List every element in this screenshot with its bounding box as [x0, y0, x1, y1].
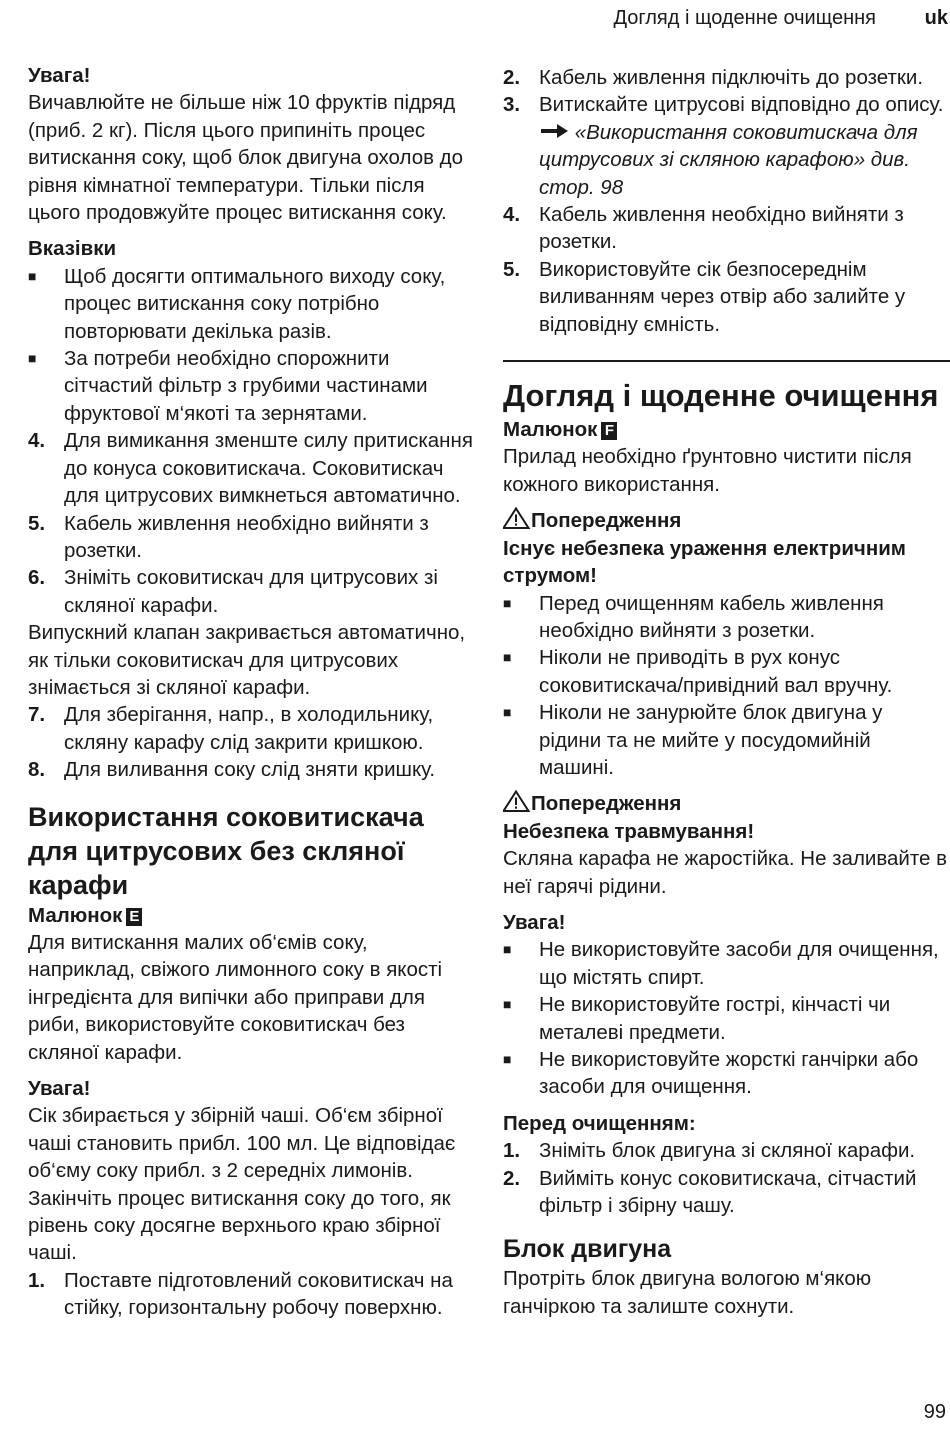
step-text: Для вимикання зменште силу притискання до конуса соковитискача. Соковитискач для цитрусових вимкнеться автоматично. — [64, 429, 473, 508]
note-label: Увага! — [28, 1077, 91, 1100]
step-number: 5. — [28, 511, 46, 535]
note-label: Увага! — [28, 64, 91, 87]
list-item — [503, 936, 950, 991]
left-column — [28, 62, 478, 1322]
step-item — [503, 64, 950, 91]
step-text: Зніміть блок двигуна зі скляної карафи. — [539, 1139, 916, 1163]
note-label: Увага! — [503, 910, 566, 934]
section-text: Для витискання малих об‘ємів соку, наприклад, свіжого лимонного соку в якості інгредієнта для випічки або приправи для риби, використовуйте соковитискач без скляної карафи. — [28, 930, 443, 1064]
list-item — [28, 345, 478, 427]
step-item — [28, 564, 478, 619]
step-text: Вийміть конус соковитискача, сітчастий фільтр і збірну чашу. — [539, 1166, 917, 1218]
figure-letter-badge: E — [126, 908, 142, 926]
square-bullet-icon: ■ — [503, 1051, 512, 1067]
step-text: Зніміть соковитискач для цитрусових зі скляної карафи. — [64, 566, 438, 617]
figure-reference — [28, 902, 478, 929]
square-bullet-icon: ■ — [28, 350, 37, 367]
step-number: 6. — [28, 566, 46, 590]
right-column — [503, 64, 950, 1320]
figure-label: Малюнок — [503, 418, 598, 442]
page-header — [0, 5, 950, 31]
square-bullet-icon: ■ — [503, 996, 512, 1013]
cross-reference-link[interactable]: «Використання соковитискача для цитрусових зі скляною карафою» див. стор. 98 — [539, 120, 918, 199]
intro-text: Прилад необхідно ґрунтовно чистити після кожного використання. — [503, 445, 912, 496]
header-title: Догляд і щоденне очищення — [613, 7, 876, 29]
list-item — [28, 263, 478, 345]
list-item — [503, 991, 950, 1046]
arrow-right-icon — [539, 124, 569, 138]
list-item-text: Щоб досягти оптимального виходу соку, процес витискання соку потрібно повторювати декілька разів. — [64, 264, 446, 343]
list-item — [503, 1046, 950, 1101]
step-text: Кабель живлення підключіть до розетки. — [539, 66, 924, 89]
main-heading: Догляд і щоденне очищення — [503, 378, 939, 414]
step-number: 5. — [503, 257, 521, 281]
list-item — [503, 699, 950, 781]
list-item-text: За потреби необхідно спорожнити сітчастий фільтр з грубими частинами фруктової м‘якоті та зернятами. — [64, 347, 428, 425]
figure-letter-badge: F — [601, 422, 617, 440]
section-divider — [503, 360, 950, 362]
step-item — [503, 201, 950, 256]
figure-reference — [503, 416, 950, 443]
step-item — [503, 256, 950, 338]
warning-label — [503, 507, 950, 534]
step-number: 2. — [503, 66, 521, 89]
subsection-heading: Блок двигуна — [503, 1235, 672, 1264]
hints-label: Вказівки — [28, 237, 117, 261]
warning-triangle-icon — [503, 507, 531, 529]
step-item — [28, 701, 478, 756]
step-number: 3. — [503, 93, 521, 117]
section-heading: Використання соковитискача для цитрусових без скляної карафи — [28, 801, 424, 900]
warning-triangle-icon — [503, 790, 531, 812]
before-cleaning-label: Перед очищенням: — [503, 1111, 696, 1135]
warning-subtitle: Небезпека травмування! — [503, 819, 755, 843]
square-bullet-icon: ■ — [503, 941, 512, 958]
step-number: 1. — [28, 1268, 46, 1292]
step-number: 8. — [28, 758, 46, 782]
square-bullet-icon: ■ — [28, 267, 37, 284]
step-text: Використовуйте сік безпосереднім виливанням через отвір або залийте у відповідну ємність. — [539, 257, 906, 336]
list-item-text: Перед очищенням кабель живлення необхідно вийняти з розетки. — [539, 591, 884, 642]
step-text: Кабель живлення необхідно вийняти з розетки. — [539, 203, 904, 254]
step-item — [28, 510, 478, 565]
language-code: uk — [924, 7, 948, 29]
warning-text: Скляна карафа не жаростійка. Не заливайте в неї гарячі рідини. — [503, 847, 948, 898]
step-number: 7. — [28, 703, 46, 727]
step-item — [503, 1137, 950, 1164]
step-item — [28, 756, 478, 783]
warning-label-text: Попередження — [531, 792, 682, 816]
square-bullet-icon: ■ — [503, 594, 512, 611]
step-item — [503, 91, 950, 201]
note-text: Вичавлюйте не більше ніж 10 фруктів підряд (приб. 2 кг). Після цього припиніть процес витискання соку, щоб блок двигуна охолов до рівня кімнатної температури. Тільки після цього продовжуйте процес витискання соку. — [28, 91, 464, 225]
step-text: Поставте підготовлений соковитискач на стійку, горизонтальну робочу поверхню. — [64, 1268, 453, 1320]
step-number: 4. — [28, 429, 46, 453]
step-number: 1. — [503, 1139, 521, 1163]
step-text: Для зберігання, напр., в холодильнику, скляну карафу слід закрити кришкою. — [64, 703, 434, 754]
list-item-text: Ніколи не приводіть в рух конус соковитискача/привідний вал вручну. — [539, 646, 893, 697]
warning-label-text: Попередження — [531, 509, 682, 533]
step-item — [503, 1165, 950, 1220]
warning-label — [503, 790, 950, 817]
page-number: 99 — [923, 1401, 946, 1423]
step-text: Витискайте цитрусові відповідно до опису. — [539, 93, 944, 117]
warning-subtitle: Існує небезпека ураження електричним струмом! — [503, 536, 906, 588]
step-item — [28, 427, 478, 509]
list-item-text: Ніколи не занурюйте блок двигуна у рідини та не мийте у посудомийній машині. — [539, 701, 883, 779]
figure-label: Малюнок — [28, 903, 123, 927]
step-item — [28, 1267, 478, 1322]
step-number: 4. — [503, 203, 521, 227]
motor-text: Протріть блок двигуна вологою м‘якою ганчіркою та залиште сохнути. — [503, 1267, 872, 1318]
step-text: Кабель живлення необхідно вийняти з розетки. — [64, 511, 429, 562]
square-bullet-icon: ■ — [503, 704, 512, 721]
list-item — [503, 644, 950, 699]
list-item-text: Не використовуйте жорсткі ганчірки або засоби для очищення. — [539, 1048, 919, 1099]
note-text: Сік збирається у збірній чаші. Об‘єм збірної чаші становить прибл. 100 мл. Це відповідає об‘єму соку прибл. з 2 середніх лимонів. Закінчіть процес витискання соку до того, як рівень соку досягне верхнього краю збірної чаші. — [28, 1104, 456, 1265]
valve-text: Випускний клапан закривається автоматично, як тільки соковитискач для цитрусових знімається зі скляної карафи. — [28, 621, 466, 699]
list-item-text: Не використовуйте засоби для очищення, що містять спирт. — [539, 938, 939, 989]
list-item — [503, 590, 950, 645]
step-text: Для виливання соку слід зняти кришку. — [64, 758, 436, 782]
square-bullet-icon: ■ — [503, 649, 512, 666]
list-item-text: Не використовуйте гострі, кінчасті чи металеві предмети. — [539, 993, 891, 1044]
step-number: 2. — [503, 1166, 521, 1190]
